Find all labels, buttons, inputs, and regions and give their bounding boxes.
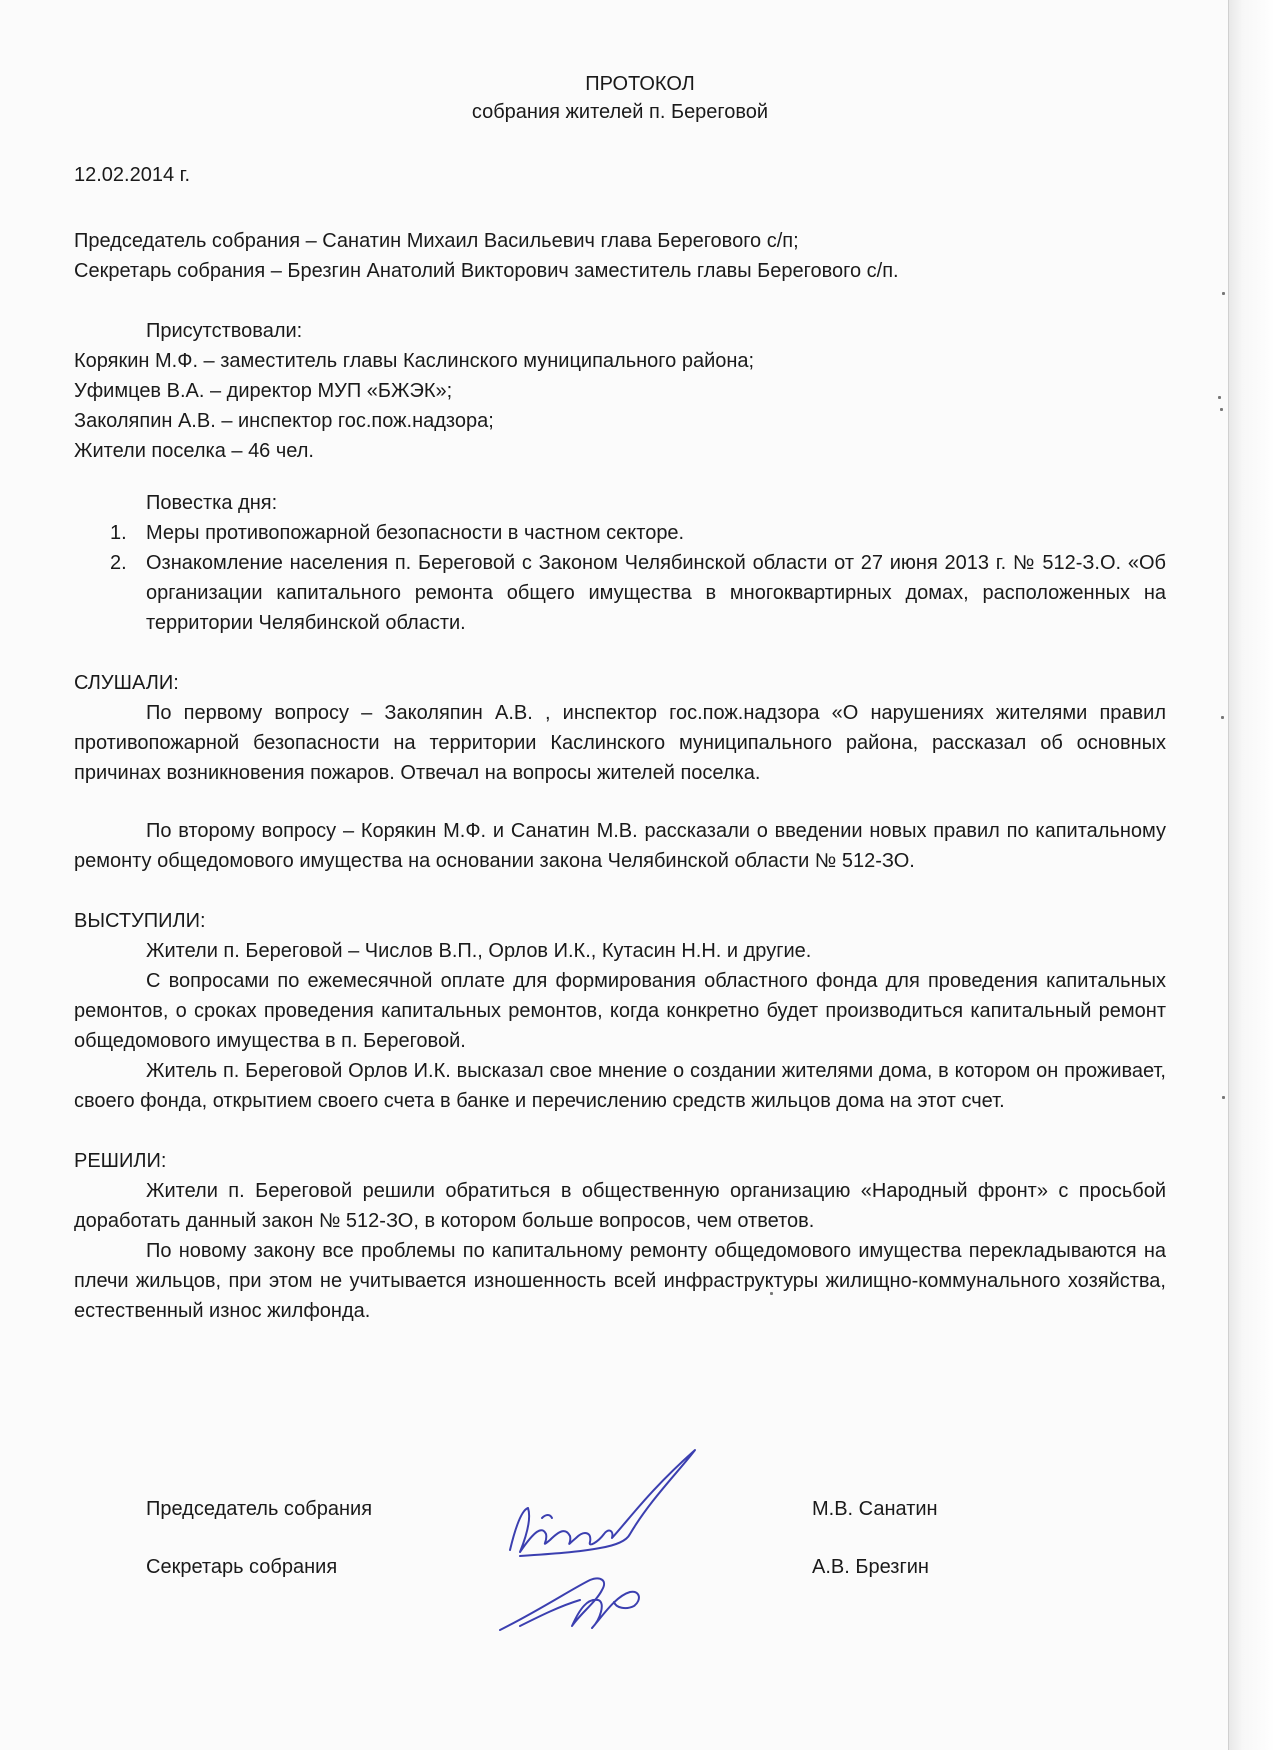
scan-speck [1222, 292, 1225, 295]
handwritten-signature-icon [480, 1430, 780, 1660]
attendees-block [74, 316, 1166, 466]
agenda-list [74, 518, 1166, 638]
agenda-item-number: 2. [110, 552, 127, 574]
agenda-item-text: Ознакомление населения п. Береговой с Законом Челябинской области от 27 июня 2013 г. № 512-З.О. «Об организации капитального ремонта общего имущества в многоквартирных домах, расположенных на территории Челябинской области. [146, 552, 1166, 634]
spoke-paragraph: Жители п. Береговой – Числов В.П., Орлов И.К., Кутасин Н.Н. и другие. [146, 940, 812, 962]
agenda-item-number: 1. [110, 522, 127, 544]
scan-edge [1228, 0, 1275, 1750]
signature-role: Секретарь собрания [146, 1556, 338, 1578]
attendee-line: Уфимцев В.А. – директор МУП «БЖЭК»; [74, 380, 453, 402]
spoke-paragraph: С вопросами по ежемесячной оплате для формирования областного фонда для проведения капитальных ремонтов, о сроках проведения капитальных ремонтов, когда конкретно будет производиться капитальный ремонт общедомового имущества в п. Береговой. [74, 970, 1166, 1052]
signature-stroke-chairman [510, 1450, 695, 1556]
agenda-item [74, 548, 1166, 638]
decided-section [74, 1146, 1166, 1326]
scan-speck [1222, 1096, 1225, 1099]
signature-stroke-secretary [500, 1578, 639, 1630]
scan-speck [1220, 408, 1223, 411]
agenda-heading: Повестка дня: [146, 492, 278, 514]
chairman-line: Председатель собрания – Санатин Михаил Васильевич глава Берегового с/п; [74, 230, 799, 252]
agenda-item-text: Меры противопожарной безопасности в частном секторе. [146, 522, 685, 544]
decided-paragraph: Жители п. Береговой решили обратиться в общественную организацию «Народный фронт» с просьбой доработать данный закон № 512-ЗО, в котором больше вопросов, чем ответов. [74, 1180, 1166, 1232]
spoke-paragraph: Житель п. Береговой Орлов И.К. высказал свое мнение о создании жителями дома, в котором он проживает, своего фонда, открытием своего счета в банке и перечислению средств жильцов дома на этот счет. [74, 1060, 1166, 1112]
decided-heading: РЕШИЛИ: [74, 1150, 167, 1172]
spoke-heading: ВЫСТУПИЛИ: [74, 910, 206, 932]
attendee-line: Корякин М.Ф. – заместитель главы Каслинского муниципального района; [74, 350, 755, 372]
decided-paragraph: По новому закону все проблемы по капитальному ремонту общедомового имущества перекладываются на плечи жильцов, при этом не учитывается изношенность всей инфраструктуры жилищно-коммунального хозяйства, естественный износ жилфонда. [74, 1240, 1166, 1322]
officials-block [74, 226, 1166, 286]
spoke-section [74, 906, 1166, 1116]
secretary-line: Секретарь собрания – Брезгин Анатолий Викторович заместитель главы Берегового с/п. [74, 260, 899, 282]
agenda-block [74, 488, 1166, 638]
attendee-line: Заколяпин А.В. – инспектор гос.пож.надзора; [74, 410, 494, 432]
attendee-line: Жители поселка – 46 чел. [74, 440, 314, 462]
scan-speck [1218, 396, 1221, 399]
signature-role: Председатель собрания [146, 1498, 373, 1520]
scan-speck [770, 1292, 773, 1295]
signature-name: М.В. Санатин [812, 1498, 938, 1520]
document-title: ПРОТОКОЛ [585, 73, 695, 95]
signature-name: А.В. Брезгин [812, 1556, 929, 1578]
document-subtitle: собрания жителей п. Береговой [471, 101, 769, 123]
protocol-header [74, 70, 1166, 126]
document-body [74, 70, 1166, 1326]
document-date: 12.02.2014 г. [74, 164, 191, 186]
heard-paragraph: По первому вопросу – Заколяпин А.В. , инспектор гос.пож.надзора «О нарушениях жителями правил противопожарной безопасности на территории Каслинского муниципального района, рассказал об основных причинах возникновения пожаров. Отвечал на вопросы жителей поселка. [74, 702, 1166, 784]
scan-speck [1221, 716, 1224, 719]
attendees-heading: Присутствовали: [146, 320, 303, 342]
heard-paragraph: По второму вопросу – Корякин М.Ф. и Санатин М.В. рассказали о введении новых правил по капитальному ремонту общедомового имущества на основании закона Челябинской области № 512-ЗО. [74, 820, 1166, 872]
agenda-item [74, 518, 1166, 548]
heard-section [74, 668, 1166, 876]
heard-heading: СЛУШАЛИ: [74, 672, 179, 694]
